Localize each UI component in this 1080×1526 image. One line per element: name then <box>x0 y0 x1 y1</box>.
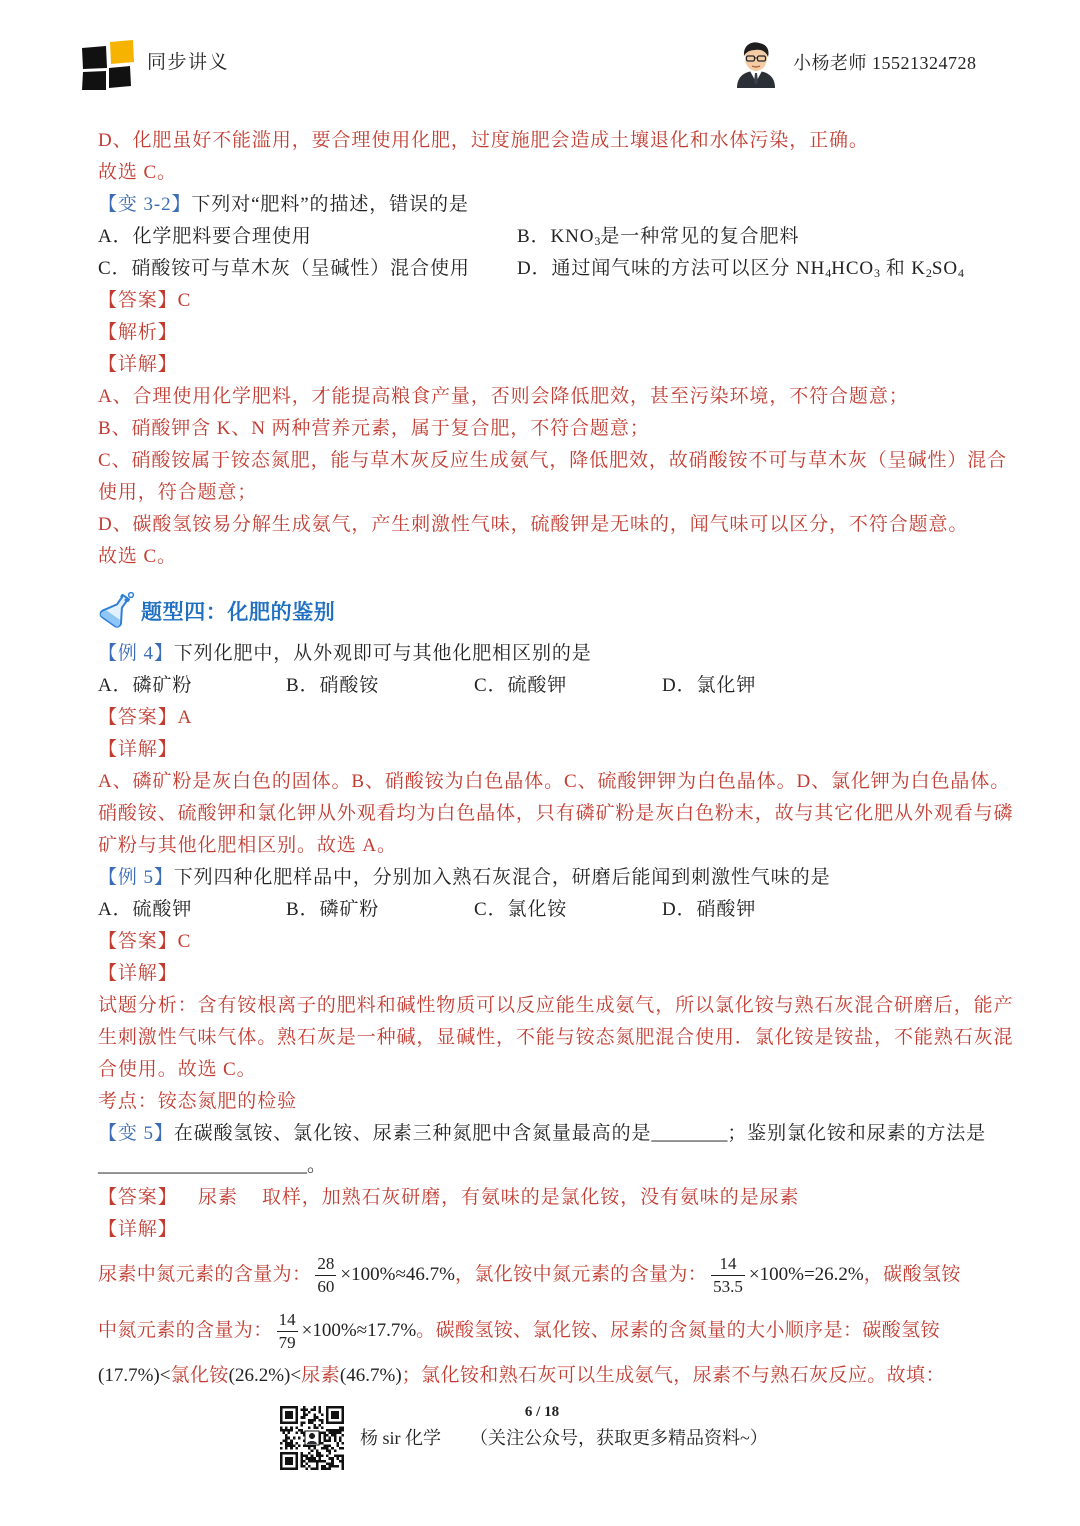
detail-line: C、硝酸铵属于铵态氮肥，能与草木灰反应生成氨气，降低肥效，故硝酸铵不可与草木灰（呈碱性）混合 <box>98 450 1008 471</box>
fraction <box>711 1253 745 1298</box>
detail-label: 【详解】 <box>98 1219 178 1240</box>
option-d-text: D．通过闻气味的方法可以区分 NH <box>517 258 826 279</box>
answer-value-2: 取样，加熟石灰研磨，有氨味的是氯化铵，没有氨味的是尿素 <box>262 1187 800 1208</box>
answer-blank: ______________________ <box>98 1155 307 1176</box>
calc-text: ，氯化铵中氮元素的含量为： <box>454 1264 708 1285</box>
page-number: 6 / 18 <box>524 1404 560 1420</box>
fraction-numerator: 14 <box>278 1310 296 1330</box>
calc-formula: ×100%≈17.7% <box>301 1320 417 1341</box>
answer-line <box>98 702 192 734</box>
chem-subscript: 4 <box>825 266 832 280</box>
prev-conclusion: 故选 C。 <box>98 162 177 183</box>
option-a: A．磷矿粉 <box>98 675 193 696</box>
example-5-options <box>98 894 998 926</box>
option-d-text: HCO <box>831 258 875 279</box>
detail-line: 故选 C。 <box>98 546 177 567</box>
example-4-stem <box>98 638 592 670</box>
question-text: 在碳酸氢铵、氯化铵、尿素三种氮肥中含氮量最高的是 <box>173 1123 652 1144</box>
option-c: C．硫酸钾 <box>474 675 568 696</box>
fraction-denominator: 79 <box>278 1333 296 1353</box>
analysis-label: 【解析】 <box>98 322 178 343</box>
teacher-avatar-icon <box>733 38 779 88</box>
option-a: A．化学肥料要合理使用 <box>98 226 312 247</box>
detail-line: 使用，符合题意； <box>98 482 258 503</box>
calc-formula: ×100%=26.2% <box>748 1264 864 1285</box>
detail-line: 硝酸铵、硫酸钾和氯化钾从外观看均为白色晶体，只有磷矿粉是灰白色粉末，故与其它化肥从外观看与磷 <box>98 803 1014 824</box>
question-text: 下列四种化肥样品中，分别加入熟石灰混合，研磨后能闻到刺激性气味的是 <box>173 867 831 888</box>
calc-text: 尿素中氮元素的含量为： <box>98 1264 312 1285</box>
detail-line: B、硝酸钾含 K、N 两种营养元素，属于复合肥，不符合题意； <box>98 418 650 439</box>
answer-value-1: 尿素 <box>198 1187 238 1208</box>
detail-line: 合使用。故选 C。 <box>98 1059 257 1080</box>
calc-line <box>98 1250 961 1300</box>
question-text: 下列化肥中，从外观即可与其他化肥相区别的是 <box>173 643 592 664</box>
option-d-text: SO <box>931 258 958 279</box>
variant-5-stem <box>98 1118 986 1150</box>
detail-label: 【详解】 <box>98 739 178 760</box>
answer-blank: ________ <box>651 1123 728 1144</box>
calc-formula: ×100%≈46.7% <box>340 1264 455 1285</box>
option-d-text: 和 K <box>880 258 926 279</box>
answer-label: 【答案】 <box>98 290 178 311</box>
question-tag: 【例 5】 <box>98 867 174 888</box>
option-b: B．磷矿粉 <box>286 899 380 920</box>
calc-line <box>98 1360 945 1392</box>
answer-line <box>98 285 191 317</box>
fraction-numerator: 14 <box>719 1254 737 1274</box>
example-4-options <box>98 670 998 702</box>
chem-subscript: 3 <box>594 234 601 248</box>
option-d: D．氯化钾 <box>662 675 757 696</box>
answer-line <box>98 926 191 958</box>
fraction <box>277 1309 298 1354</box>
answer-line <box>98 1182 998 1214</box>
teacher-contact: 小杨老师 15521324728 <box>793 53 977 73</box>
flask-icon <box>95 589 137 631</box>
option-c: C．氯化铵 <box>474 899 568 920</box>
detail-line: A、合理使用化学肥料，才能提高粮食产量，否则会降低肥效，甚至污染环境，不符合题意； <box>98 386 909 407</box>
chem-subscript: 3 <box>874 266 881 280</box>
option-b-text: 是一种常见的复合肥料 <box>600 226 800 247</box>
chem-subscript: 2 <box>925 266 932 280</box>
option-c: C．硝酸铵可与草木灰（呈碱性）混合使用 <box>98 258 470 279</box>
question-3-2-options-ab <box>98 221 998 253</box>
brand-title: 同步讲义 <box>147 52 230 73</box>
calc-text: ；氯化铵和熟石灰可以生成氨气，尿素不与熟石灰反应。故填： <box>401 1365 945 1386</box>
detail-line: 矿粉与其他化肥相区别。故选 A。 <box>98 835 397 856</box>
question-text: 。 <box>307 1155 327 1176</box>
answer-label: 【答案】 <box>98 1187 178 1208</box>
option-d <box>517 253 964 285</box>
detail-label: 【详解】 <box>98 354 178 375</box>
calc-text: 尿素 <box>301 1365 340 1386</box>
section-title: 题型四：化肥的鉴别 <box>141 600 336 624</box>
question-text: 下列对“肥料”的描述，错误的是 <box>191 194 469 215</box>
answer-label: 【答案】 <box>98 707 178 728</box>
qr-code <box>280 1406 344 1470</box>
calc-text: 中氮元素的含量为： <box>98 1320 273 1341</box>
calc-formula: (17.7%)< <box>98 1365 171 1386</box>
question-tag: 【例 4】 <box>98 643 174 664</box>
chem-subscript: 4 <box>957 266 964 280</box>
answer-label: 【答案】 <box>98 931 178 952</box>
option-d: D．硝酸钾 <box>662 899 757 920</box>
question-text: ；鉴别氯化铵和尿素的方法是 <box>727 1123 987 1144</box>
example-5-stem <box>98 862 830 894</box>
calc-text: 氯化铵 <box>170 1365 229 1386</box>
option-b-text: B．KNO <box>517 226 595 247</box>
question-tag: 【变 3-2】 <box>98 194 192 215</box>
fraction <box>315 1253 336 1298</box>
fraction-denominator: 60 <box>317 1277 335 1297</box>
question-tag: 【变 5】 <box>98 1123 174 1144</box>
answer-value: A <box>177 707 193 728</box>
calc-text: ，碳酸氢铵 <box>863 1264 961 1285</box>
footer-account: 杨 sir 化学 <box>360 1428 441 1448</box>
answer-value: C <box>177 931 192 952</box>
fraction-numerator: 28 <box>317 1254 335 1274</box>
detail-line: A、磷矿粉是灰白色的固体。B、硝酸铵为白色晶体。C、硫酸钾钾为白色晶体。D、氯化钾为白色晶体。 <box>98 771 1011 792</box>
knowledge-point: 考点：铵态氮肥的检验 <box>98 1091 298 1112</box>
option-b: B．硝酸铵 <box>286 675 380 696</box>
calc-formula: (46.7%) <box>339 1365 402 1386</box>
calc-formula: (26.2%)< <box>228 1365 302 1386</box>
fraction-denominator: 53.5 <box>713 1277 743 1297</box>
detail-label: 【详解】 <box>98 963 178 984</box>
calc-text: 。碳酸氢铵、氯化铵、尿素的含氮量的大小顺序是：碳酸氢铵 <box>416 1320 940 1341</box>
detail-line: 试题分析：含有铵根离子的肥料和碱性物质可以反应能生成氨气，所以氯化铵与熟石灰混合研磨后，能产 <box>98 995 1014 1016</box>
detail-line: 生刺激性气味气体。熟石灰是一种碱，显碱性，不能与铵态氮肥混合使用．氯化铵是铵盐，不能熟石灰混 <box>98 1027 1014 1048</box>
option-b <box>517 221 799 253</box>
question-3-2-stem <box>98 189 469 221</box>
question-3-2-options-cd <box>98 253 998 285</box>
detail-line: D、碳酸氢铵易分解生成氨气，产生刺激性气味，硫酸钾是无味的，闻气味可以区分，不符合题意。 <box>98 514 969 535</box>
variant-5-stem-cont <box>98 1150 327 1182</box>
calc-line <box>98 1306 940 1356</box>
brand-logo-icon <box>80 40 136 92</box>
answer-value: C <box>177 290 192 311</box>
option-a: A．硫酸钾 <box>98 899 193 920</box>
prev-option-d-explanation: D、化肥虽好不能滥用，要合理使用化肥，过度施肥会造成土壤退化和水体污染，正确。 <box>98 130 869 151</box>
footer-note: （关注公众号，获取更多精品资料~） <box>470 1428 768 1448</box>
